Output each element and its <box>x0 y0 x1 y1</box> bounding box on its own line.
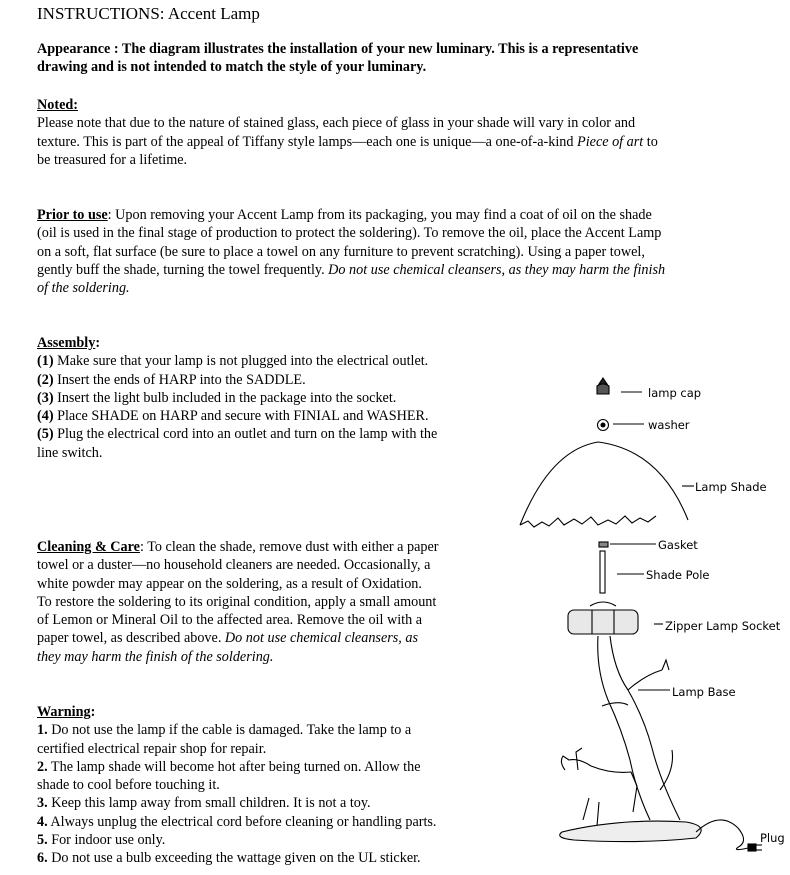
warning-item-text: Do not use the lamp if the cable is damaged. Take the lamp to a <box>47 722 412 739</box>
washer-drawing <box>598 420 645 431</box>
warning-item-text: Do not use a bulb exceeding the wattage given on the UL sticker. <box>47 850 421 867</box>
warning-item <box>37 740 507 758</box>
assembly-heading-line <box>37 334 507 352</box>
warning-item <box>37 776 507 794</box>
assembly-step <box>37 352 507 370</box>
lamp-base-drawing <box>560 636 701 842</box>
assembly-step-num: (4) <box>37 408 54 425</box>
prior-to-use-section <box>37 206 757 297</box>
washer-label: washer <box>648 418 690 432</box>
page-title: INSTRUCTIONS: Accent Lamp <box>37 4 260 23</box>
warning-item-text: For indoor use only. <box>47 832 166 849</box>
noted-heading: Noted: <box>37 97 78 113</box>
assembly-step-text: Insert the light bulb included in the package into the socket. <box>53 389 397 406</box>
cleaning-line-2: towel or a duster—no household cleaners are needed. Occasionally, a <box>37 557 431 574</box>
noted-line-3: be treasured for a lifetime. <box>37 151 188 168</box>
zipper-socket-label: Zipper Lamp Socket <box>665 619 781 633</box>
assembly-step <box>37 371 507 389</box>
prior-line-1-text: : Upon removing your Accent Lamp from its packaging, you may find a coat of oil on the shade <box>107 207 652 223</box>
warning-item <box>37 758 507 776</box>
cleaning-line-4: To restore the soldering to its original condition, apply a small amount <box>37 593 437 610</box>
assembly-step-num: (2) <box>37 371 54 388</box>
cleaning-section <box>37 538 497 666</box>
assembly-step <box>37 425 507 443</box>
noted-line-2-text: texture. This is part of the appeal of Tiffany style lamps—each one is unique—a one-of-a-kind <box>37 133 578 150</box>
appearance-paragraph <box>37 40 737 77</box>
shade-pole-drawing <box>600 551 644 593</box>
assembly-step-text: Plug the electrical cord into an outlet and turn on the lamp with the <box>53 426 438 443</box>
warning-section <box>37 703 507 868</box>
cleaning-heading: Cleaning & Care <box>37 539 140 555</box>
cleaning-line-5: of Lemon or Mineral Oil to the affected area. Remove the oil with a <box>37 612 423 629</box>
warning-item-num: 5. <box>37 832 48 849</box>
shade-pole-label: Shade Pole <box>646 568 710 582</box>
assembly-step <box>37 389 507 407</box>
warning-item <box>37 721 507 739</box>
cleaning-line-1-text: : To clean the shade, remove dust with either a paper <box>139 539 439 555</box>
prior-line-3: on a soft, flat surface (be sure to place a towel on any furniture to prevent scratching). Using a paper towel, <box>37 243 645 260</box>
assembly-step-num: (1) <box>37 353 54 370</box>
cleaning-line-3: white powder may appear on the soldering, as a result of Oxidation. <box>37 575 422 592</box>
prior-line-5: of the soldering. <box>37 280 130 297</box>
assembly-step-text: Insert the ends of HARP into the SADDLE. <box>53 371 306 388</box>
warning-colon: : <box>90 704 96 720</box>
assembly-step-num: (5) <box>37 426 54 443</box>
warning-item-num: 3. <box>37 795 48 812</box>
warning-item-text: Always unplug the electrical cord before cleaning or handling parts. <box>47 813 437 830</box>
warning-heading-line <box>37 703 507 721</box>
lamp-base-label: Lamp Base <box>672 685 736 699</box>
cleaning-line-6-text: paper towel, as described above. <box>37 630 225 647</box>
assembly-step-num: (3) <box>37 389 54 406</box>
prior-heading: Prior to use <box>37 207 108 223</box>
warning-item-text: The lamp shade will become hot after being turned on. Allow the <box>47 758 421 775</box>
cleaning-line-6 <box>37 629 497 647</box>
gasket-label: Gasket <box>658 538 698 552</box>
plug-label: Plug <box>760 831 785 845</box>
warning-item-text: shade to cool before touching it. <box>37 777 220 794</box>
prior-line-4-italic: Do not use chemical cleansers, as they may harm the finish <box>328 261 666 278</box>
warning-item <box>37 794 507 812</box>
cleaning-line-7: they may harm the finish of the soldering. <box>37 648 274 665</box>
prior-line-4-text: gently buff the shade, turning the towel frequently. <box>37 261 329 278</box>
warning-item-num: 4. <box>37 813 48 830</box>
gasket-drawing <box>599 542 656 547</box>
assembly-colon: : <box>95 335 101 351</box>
warning-item-num: 6. <box>37 850 48 867</box>
socket-drawing <box>568 602 663 634</box>
cleaning-line-6-italic: Do not use chemical cleansers, as <box>224 630 418 647</box>
assembly-section <box>37 334 507 462</box>
prior-line-2: (oil is used in the final stage of production to protect the soldering). To remove the oil, place the Accent Lamp <box>37 225 662 242</box>
noted-piece-of-art: Piece of art <box>577 133 644 150</box>
lamp-shade-label: Lamp Shade <box>695 480 767 494</box>
assembly-step-text: Make sure that your lamp is not plugged into the electrical outlet. <box>53 353 429 370</box>
warning-item <box>37 849 507 867</box>
cleaning-line-1 <box>37 538 497 556</box>
noted-line-1: Please note that due to the nature of stained glass, each piece of glass in your shade will vary in color and <box>37 115 636 132</box>
appearance-line-2: drawing and is not intended to match the style of your luminary. <box>37 59 427 76</box>
assembly-step <box>37 407 507 425</box>
noted-section <box>37 96 752 169</box>
noted-line-2 <box>37 133 752 151</box>
warning-item <box>37 831 507 849</box>
prior-line-1 <box>37 206 757 224</box>
warning-item-text: certified electrical repair shop for repair. <box>37 740 267 757</box>
assembly-heading: Assembly <box>37 335 96 351</box>
warning-item-text: Keep this lamp away from small children. It is not a toy. <box>47 795 371 812</box>
noted-line-2-end: to <box>643 133 658 150</box>
lamp-cap-label: lamp cap <box>648 386 702 400</box>
plug-drawing <box>696 820 762 851</box>
prior-line-4 <box>37 261 757 279</box>
lamp-shade-drawing <box>520 442 694 527</box>
appearance-line-1: Appearance : The diagram illustrates the installation of your new luminary. This is a representative <box>37 41 639 57</box>
assembly-tail: line switch. <box>37 444 103 461</box>
lamp-diagram <box>510 370 790 870</box>
warning-item <box>37 813 507 831</box>
assembly-step-text: Place SHADE on HARP and secure with FINIAL and WASHER. <box>53 408 429 425</box>
warning-item-num: 2. <box>37 758 48 775</box>
warning-heading: Warning <box>37 704 91 720</box>
warning-item-num: 1. <box>37 722 48 739</box>
lamp-cap-drawing <box>597 378 642 394</box>
